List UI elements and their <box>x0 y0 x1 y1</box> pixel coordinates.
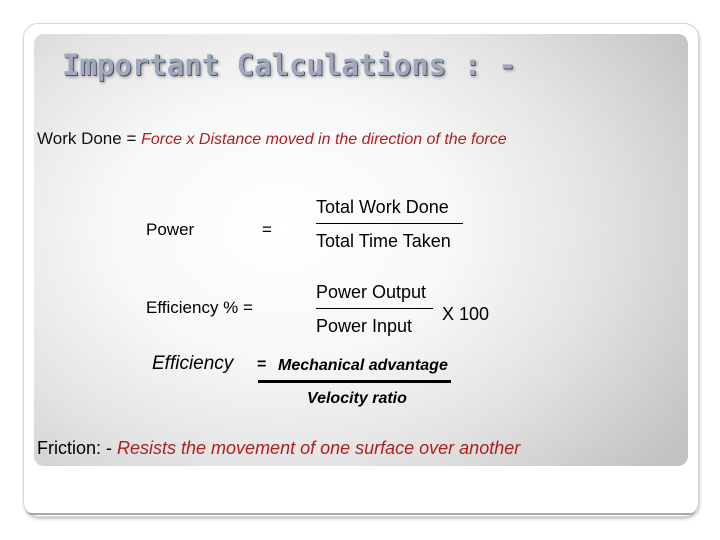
power-equals-sign: = <box>262 220 272 239</box>
work-done-formula <box>37 129 507 149</box>
efficiency-ratio-label: Efficiency <box>152 353 234 374</box>
slide-title: Important Calculations : - <box>62 48 516 82</box>
efficiency-denominator: Power Input <box>316 316 413 336</box>
power-fraction-bar <box>316 223 463 224</box>
velocity-ratio-denominator: Velocity ratio <box>307 390 407 407</box>
work-done-definition: Force x Distance moved in the direction of the force <box>141 131 507 148</box>
friction-definition: Resists the movement of one surface over another <box>117 438 521 458</box>
efficiency-numerator: Power Output <box>316 282 427 302</box>
efficiency-fraction-bar <box>316 308 433 309</box>
power-numerator: Total Work Done <box>316 197 449 217</box>
efficiency-ratio-fraction-bar <box>258 380 451 383</box>
power-label: Power <box>146 220 195 239</box>
friction-definition-line <box>37 438 520 459</box>
efficiency-multiplier: X 100 <box>442 304 490 324</box>
mechanical-advantage-numerator: Mechanical advantage <box>278 357 448 374</box>
efficiency-ratio-equals-sign: = <box>257 356 267 373</box>
slide-bottom-border <box>26 509 696 515</box>
friction-term: Friction: - <box>37 438 118 458</box>
power-denominator: Total Time Taken <box>316 231 451 251</box>
efficiency-percent-label: Efficiency % = <box>146 298 253 317</box>
work-done-term: Work Done = <box>37 129 142 148</box>
